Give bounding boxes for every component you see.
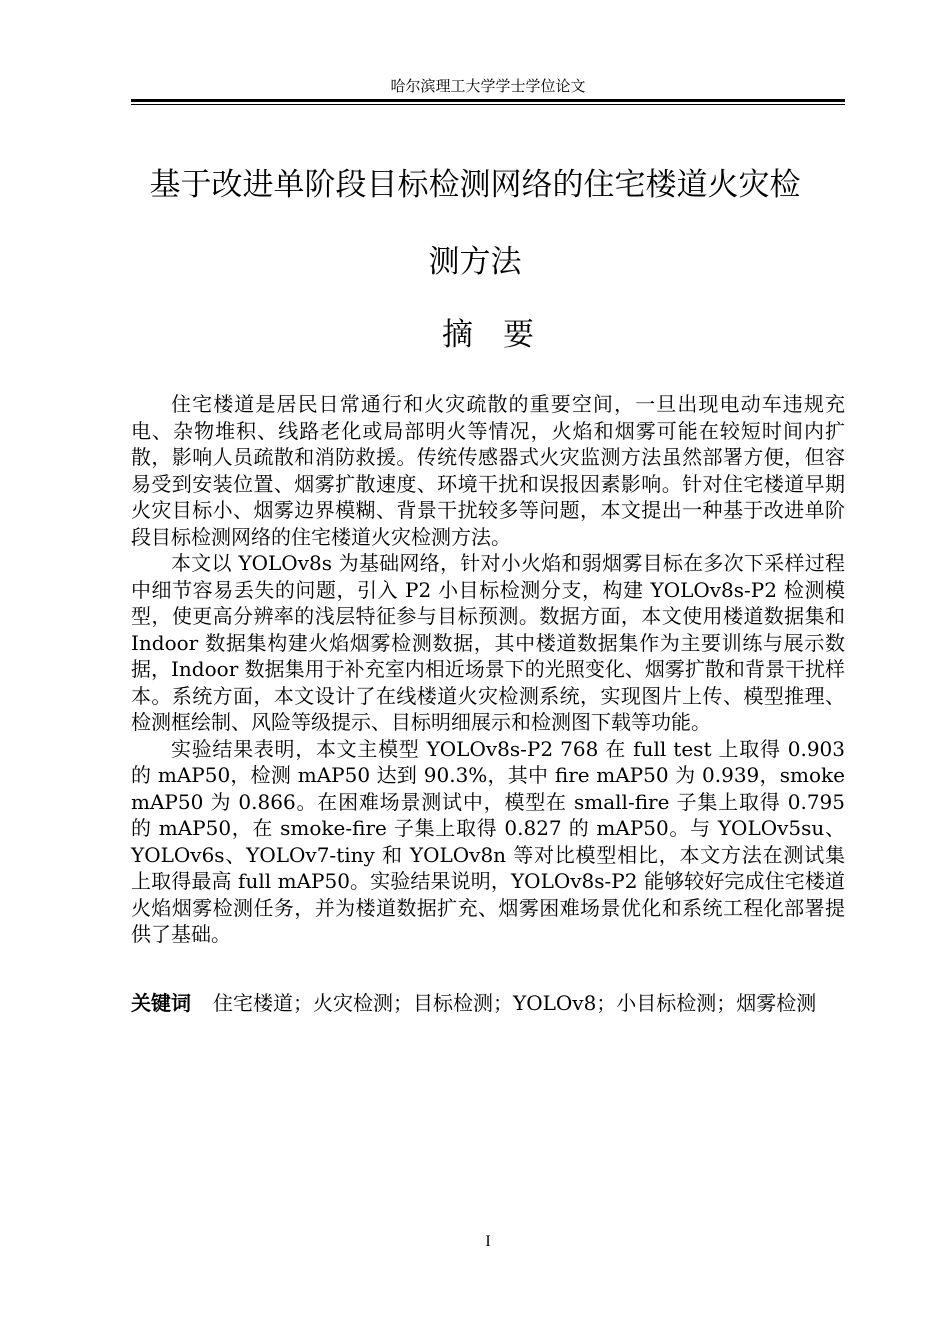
abstract-body [131, 391, 845, 948]
page-number: I [485, 1233, 491, 1250]
running-header: 哈尔滨理工大学学士学位论文 [390, 77, 586, 95]
header-rule-thick [131, 99, 845, 102]
abstract-paragraph-1: 住宅楼道是居民日常通行和火灾疏散的重要空间，一旦出现电动车违规充电、杂物堆积、线路老化或局部明火等情况，火焰和烟雾可能在较短时间内扩散，影响人员疏散和消防救援。传统传感器式火灾监测方法虽然部署方便，但容易受到安装位置、烟雾扩散速度、环境干扰和误报因素影响。针对住宅楼道早期火灾目标小、烟雾边界模糊、背景干扰较多等问题，本文提出一种基于改进单阶段目标检测网络的住宅楼道火灾检测方法。 [131, 392, 845, 549]
thesis-title-line-1: 基于改进单阶段目标检测网络的住宅楼道火灾检 [149, 167, 801, 203]
keywords-block [131, 990, 845, 1017]
keywords-label: 关键词 [131, 991, 191, 1015]
abstract-paragraph-3: 实验结果表明，本文主模型 YOLOv8s-P2 768 在 full test 上取得 0.903 的 mAP50，检测 mAP50 达到 90.3%，其中 fire mAP50 为 0.939，smoke mAP50 为 0.866。在困难场景测试中，模型在 small-fire 子集上取得 0.795 的 mAP50，在 smoke-fire 子集上取得 0.827 的 mAP50。与 YOLOv5su、YOLOv6s、YOLOv7-tiny 和 YOLOv8n 等对比模型相比，本文方法在测试集上取得最高 full mAP50。实验结果说明，YOLOv8s-P2 能够较好完成住宅楼道火焰烟雾检测任务，并为楼道数据扩充、烟雾困难场景优化和系统工程化部署提供了基础。 [131, 736, 845, 946]
header-rule-thin [131, 104, 845, 105]
thesis-title [100, 147, 850, 301]
thesis-title-line-2: 测方法 [428, 244, 522, 280]
abstract-paragraph-2: 本文以 YOLOv8s 为基础网络，针对小火焰和弱烟雾目标在多次下采样过程中细节容易丢失的问题，引入 P2 小目标检测分支，构建 YOLOv8s-P2 检测模型，使更高分辨率的浅层特征参与目标预测。数据方面，本文使用楼道数据集和 Indoor 数据集构建火焰烟雾检测数据，其中楼道数据集作为主要训练与展示数据，Indoor 数据集用于补充室内相近场景下的光照变化、烟雾扩散和背景干扰样本。系统方面，本文设计了在线楼道火灾检测系统，实现图片上传、模型推理、检测框绘制、风险等级提示、目标明细展示和检测图下载等功能。 [131, 551, 845, 734]
keywords-text: 住宅楼道；火灾检测；目标检测；YOLOv8；小目标检测；烟雾检测 [213, 991, 817, 1015]
abstract-heading: 摘要 [442, 317, 564, 353]
